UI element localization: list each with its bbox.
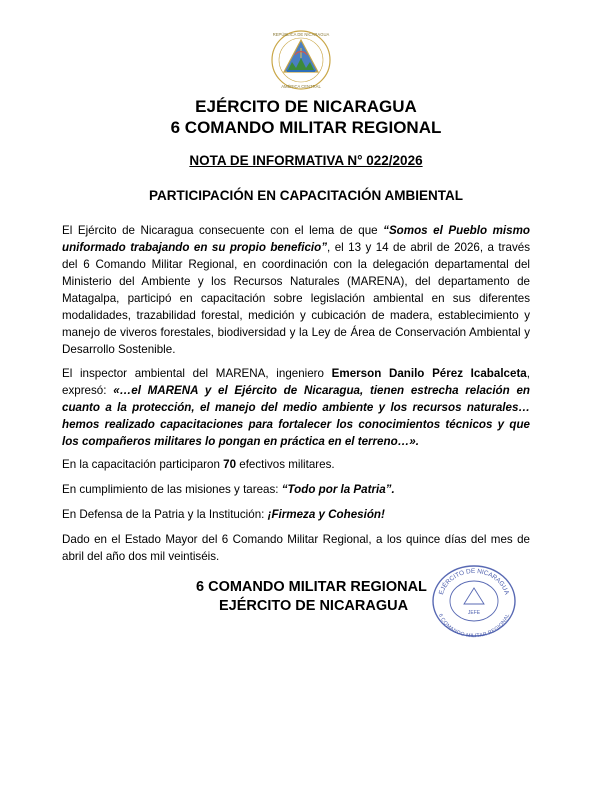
seal-bottom-text: 6 COMANDO MILITAR REGIONAL <box>436 613 512 638</box>
command-name: 6 COMANDO MILITAR REGIONAL <box>170 118 442 137</box>
nicaragua-coat-of-arms-icon <box>265 28 337 92</box>
paragraph-participants <box>62 456 530 473</box>
defense-text: En Defensa de la Patria y la Institución: <box>62 508 268 521</box>
seal-top-text: EJÉRCITO DE NICARAGUA <box>437 567 511 596</box>
paragraph-intro <box>62 222 530 358</box>
participants-count: 70 <box>223 458 237 471</box>
paragraph-given-at: Dado en el Estado Mayor del 6 Comando Militar Regional, a los quince días del mes de abril del año dos mil veintiséis. <box>62 533 530 563</box>
signature-army: EJÉRCITO DE NICARAGUA <box>219 598 409 614</box>
paragraph-defense <box>62 506 530 523</box>
intro-text-a: El Ejército de Nicaragua consecuente con el lema de que <box>62 224 384 237</box>
institution-name: EJÉRCITO DE NICARAGUA <box>195 97 417 116</box>
inspector-quote: «…el MARENA y el Ejército de Nicaragua, tienen estrecha relación en cuanto a la protección, el manejo del medio ambiente y los recursos naturales…hemos realizado capacitaciones para fortalecer los conocimientos técnicos y que los compañeros militares lo pongan en práctica en el terreno…». <box>62 384 530 448</box>
note-number: NOTA DE INFORMATIVA N° 022/2026 <box>189 153 423 168</box>
inspector-text-b: , expresó: <box>62 367 530 397</box>
emblem-bottom-text: AMÉRICA CENTRAL <box>281 84 321 89</box>
emblem-top-text: REPÚBLICA DE NICARAGUA <box>272 32 330 37</box>
seal-center-text: JEFE <box>467 610 481 616</box>
signature-command: 6 COMANDO MILITAR REGIONAL <box>196 579 427 595</box>
motto-quote: “Somos el Pueblo mismo uniformado trabajando en su propio beneficio” <box>62 224 530 254</box>
note-title: PARTICIPACIÓN EN CAPACITACIÓN AMBIENTAL <box>149 188 463 203</box>
missions-motto: “Todo por la Patria”. <box>281 483 395 496</box>
inspector-text-a: El inspector ambiental del MARENA, ingeniero <box>62 367 332 380</box>
defense-motto: ¡Firmeza y Cohesión! <box>267 508 385 521</box>
official-seal-stamp-icon <box>430 564 518 638</box>
participants-text-b: efectivos militares. <box>236 458 335 471</box>
missions-text: En cumplimiento de las misiones y tareas: <box>62 483 282 496</box>
intro-text-b: , el 13 y 14 de abril de 2026, a través del 6 Comando Militar Regional, en coordinación con la delegación departamental del Ministerio del Ambiente y los Recursos Naturales (MARENA), del departamento de Matagalpa, participó en capacitación sobre legislación ambiental en sus diferentes modalidades, trazabilidad forestal, medición y cubicación de madera, establecimiento y manejo de viveros forestales, biodiversidad y la Ley de Área de Conservación Ambiental y Desarrollo Sostenible. <box>62 241 530 356</box>
inspector-name: Emerson Danilo Pérez Icabalceta <box>331 367 527 380</box>
participants-text-a: En la capacitación participaron <box>62 458 224 471</box>
paragraph-inspector <box>62 365 530 450</box>
paragraph-missions <box>62 481 530 498</box>
